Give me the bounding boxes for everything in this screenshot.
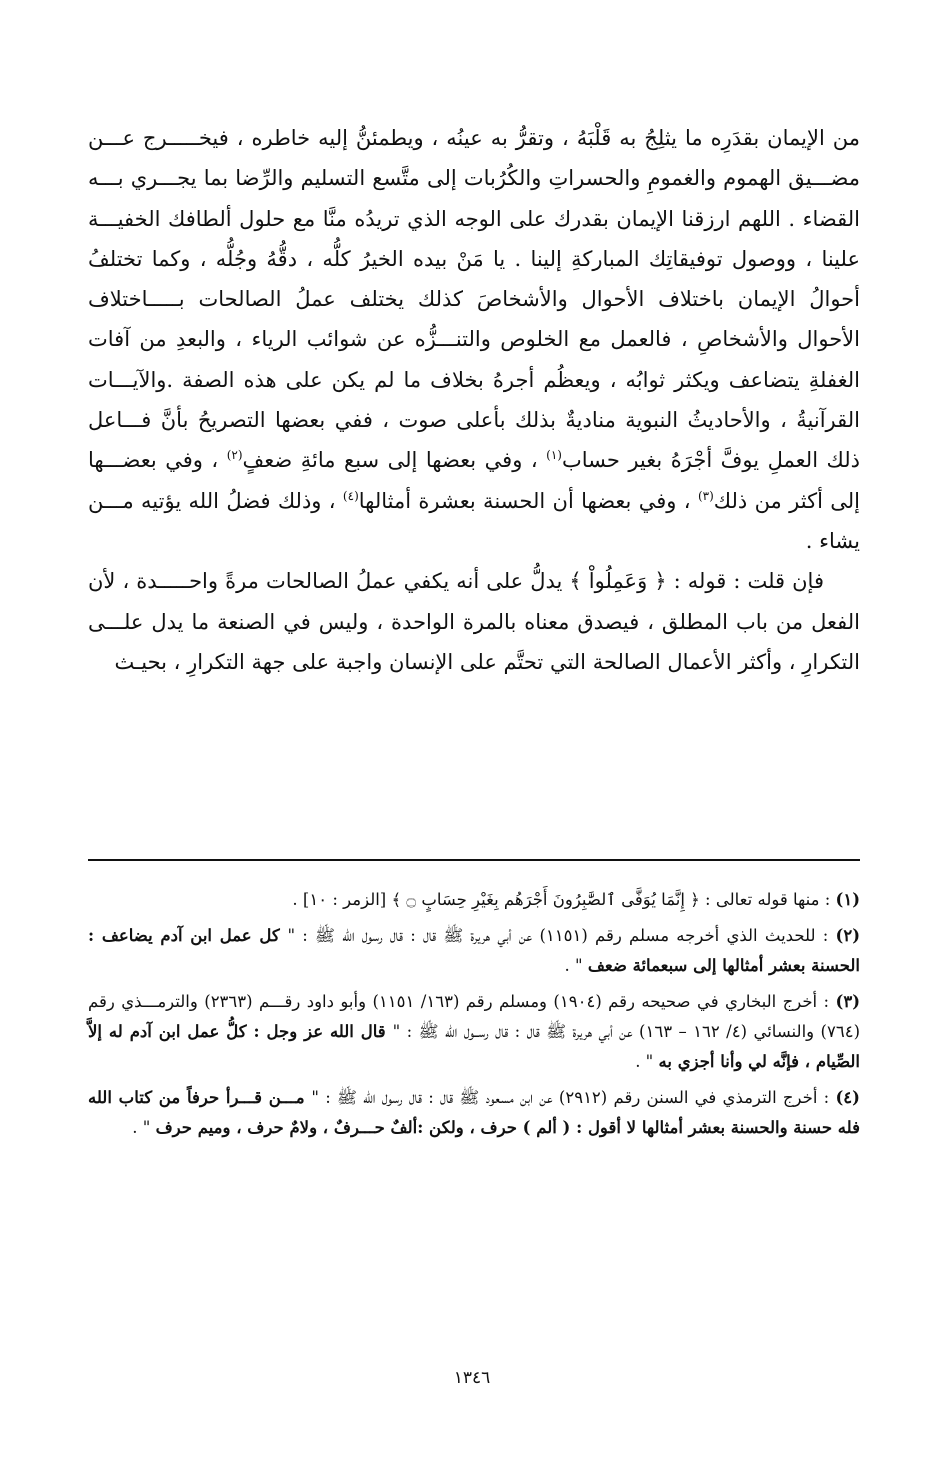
- paragraph-1-text: من الإيمان بقدَرِه ما يثلِجُ به قَلْبَهُ ، وتقرُّ به عينُه ، ويطمئنُّ إليه خاطره ، فيخـــــرج عـــن مضـــيق الهموم والغمومِ والحسراتِ والكُرُبات إلى متَّسع التسليم والرِّضا بما يجـــري بـــه القضاء . اللهم ارزقنا الإيمان بقدرك على الوجه الذي تريدُه منَّا مع حلول ألطافك الخفيـــة علينا ، ووصول توفيقاتِك المباركةِ إلينا . يا مَنْ بيده الخيرُ كلُّه ، دقُّهُ وجُلُّه ، وكما تختلفُ أحوالُ الإيمان باختلاف الأحوال والأشخاصَ كذلك يختلف عملُ الصالحات بـــــاختلاف الأحوال والأشخاصِ ، فالعمل مع الخلوص والتنـــزُّه عن شوائب الرياء ، والبعدِ من آفات الغفلةِ يتضاعف ويكثر ثوابُه ، ويعظُم أجرهُ بخلاف ما لم يكن على هذه الصفة .والآيـــات القرآنيةُ ، والأحاديثُ النبوية مناديةٌ بذلك بأعلى صوت ، ففي بعضها التصريحُ بأنَّ فـــاعل ذلك العملِ يوفَّ أجْرَهُ بغير حساب: [88, 126, 860, 473]
- footnote-2-end: " .: [564, 956, 588, 975]
- footnote-1-text: : منها قوله تعالى : ﴿ إِنَّمَا يُوَفَّى ٱلصَّٰبِرُونَ أَجْرَهُم بِغَيْرِ حِسَابٍ ۝ ﴾ [الزمر : ١٠] .: [292, 890, 836, 909]
- paragraph-1-text-b: ، وفي بعضها إلى سبع مائةِ ضعفٍ: [242, 448, 547, 473]
- footnote-divider: [88, 859, 860, 861]
- footnote-ref-1: (١): [546, 448, 562, 463]
- paragraph-2: فإن قلت : قوله : ﴿ وَعَمِلُواْ ﴾ يدلُّ على أنه يكفي عملُ الصالحات مرةً واحـــــدة ، لأن الفعل من باب المطلق ، فيصدق معناه بالمرة الواحدة ، وليس في الصنعة ما يدل علـــى التكرارِ ، وأكثر الأعمال الصالحة التي تحتَّم على الإنسان واجبة على جهة التكرارِ ، بحيـث: [88, 569, 860, 674]
- footnote-3-text: : أخرج البخاري في صحيحه رقم (١٩٠٤) ومسلم رقم (١٦٣/ ١١٥١) وأبو داود رقـــم (٢٣٦٣) والترمـــذي رقم (٧٦٤) والنسائي (٤/ ١٦٢ – ١٦٣) عن أبي هريرة ﷺ قال : قال رســول الله ﷺ : ": [88, 992, 861, 1041]
- footnote-4-hadith: مـــن قـــرأ حرفاً من كتاب الله فله حسنة والحسنة بعشر أمثالها لا أقول : ( ألم ) حرف ، ولكن :ألفٌ حـــرفٌ ، ولامٌ حرف ، وميم حرف: [88, 1088, 860, 1137]
- footnote-4-text: : أخرج الترمذي في السنن رقم (٢٩١٢) عن ابن مسعود ﷺ قال : قال رسول الله ﷺ : ": [311, 1088, 836, 1107]
- footnote-3-end: " .: [635, 1052, 659, 1071]
- footnote-1-number: (١): [835, 890, 860, 909]
- page-number: ١٣٤٦: [453, 1368, 491, 1388]
- footnote-2: [88, 921, 860, 981]
- footnote-2-text: : للحديث الذي أخرجه مسلم رقم (١١٥١) عن أبي هريرة ﷺ قال : قال رسول الله ﷺ : ": [287, 926, 836, 945]
- paragraph-1: [88, 118, 860, 561]
- footnote-ref-2: (٢): [226, 448, 243, 463]
- footnote-3-number: (٣): [835, 992, 861, 1011]
- paragraph-1-text-d: ، وفي بعضها أن الحسنة بعشرة أمثالها: [358, 488, 698, 513]
- footnote-3: [88, 987, 860, 1077]
- footnote-ref-3: (٣): [697, 488, 714, 503]
- footnote-3-hadith: قال الله عز وجل : كلُّ عمل ابن آدم له إلاَّ الصِّيام ، فإنَّه لي وأنا أجزي به: [88, 1022, 860, 1071]
- paragraph-1-text-c: ، وفي بعضـــها إلى أكثر من ذلك: [88, 448, 861, 513]
- footnote-2-hadith: كل عمل ابن آدم يضاعف : الحسنة بعشر أمثالها إلى سبعمائة ضعف: [88, 926, 860, 975]
- paragraph-1-text-e: ، وذلك فضلُ الله يؤتيه مـــن يشاء .: [88, 488, 860, 553]
- footnote-4-number: (٤): [835, 1088, 860, 1107]
- footnote-4: [88, 1083, 860, 1143]
- footnote-1: [88, 885, 860, 915]
- main-text: [88, 118, 860, 682]
- footnote-2-number: (٢): [835, 926, 860, 945]
- footnotes: [88, 885, 860, 1149]
- footnote-4-end: " .: [132, 1118, 156, 1137]
- footnote-ref-4: (٤): [342, 488, 359, 503]
